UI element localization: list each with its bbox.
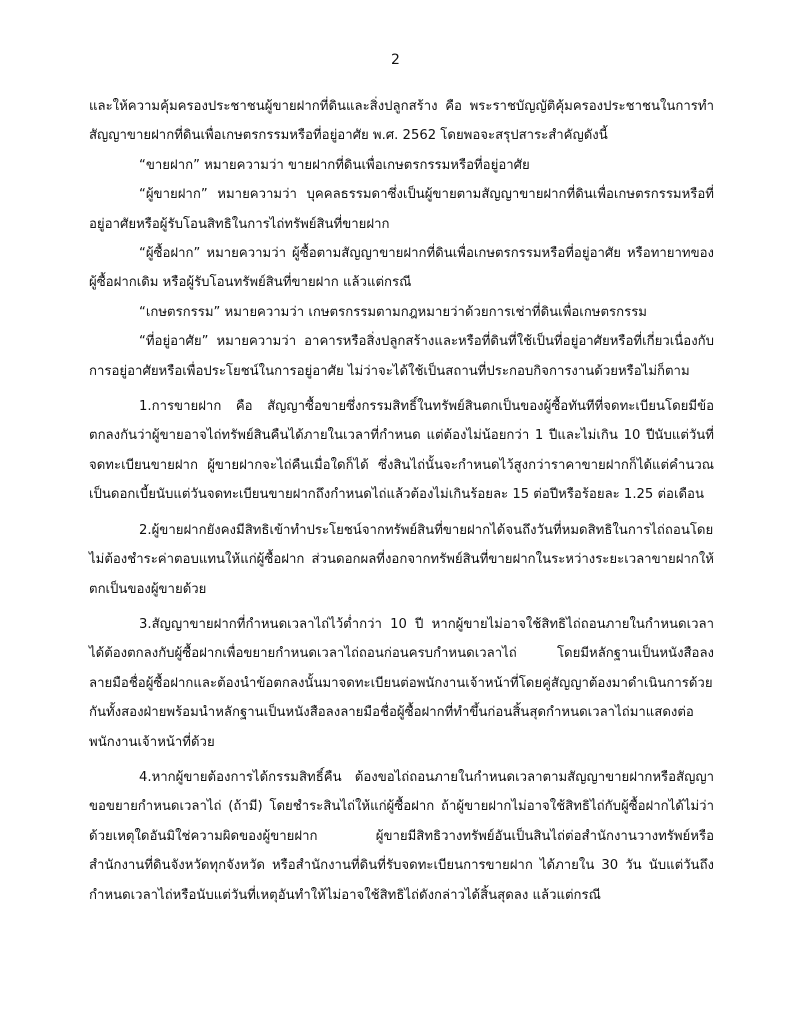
definition-sale: “ขายฝาก” หมายความว่า ขายฝากที่ดินเพื่อเกษตรกรรมหรือที่อยู่อาศัย <box>139 157 530 173</box>
definition-buyer: “ผู้ซื้อฝาก” หมายความว่า ผู้ซื้อตามสัญญาขายฝากที่ดินเพื่อเกษตรกรรมหรือที่อยู่อาศัย หรือทายาทของผู้ซื้อฝากเดิม หรือผู้รับโอนทรัพย์สินที่ขายฝาก แล้วแต่กรณี <box>89 246 714 291</box>
document-body <box>89 92 714 910</box>
item-1-paragraph: 1.การขายฝาก คือ สัญญาซื้อขายซึ่งกรรมสิทธิ์ในทรัพย์สินตกเป็นของผู้ซื้อทันทีที่จดทะเบียนโดยมีข้อตกลงกันว่าผู้ขายอาจไถ่ทรัพย์สินคืนได้ภายในเวลาที่กำหนด แต่ต้องไม่น้อยกว่า 1 ปีและไม่เกิน 10 ปีนับแต่วันที่จดทะเบียนขายฝาก ผู้ขายฝากจะไถ่คืนเมื่อใดก็ได้ ซึ่งสินไถ่นั้นจะกำหนดไว้สูงกว่าราคาขายฝากก็ได้แต่คำนวณเป็นดอกเบี้ยนับแต่วันจดทะเบียนขายฝากถึงกำหนดไถ่แล้วต้องไม่เกินร้อยละ 15 ต่อปีหรือร้อยละ 1.25 ต่อเดือน <box>89 399 714 503</box>
definition-residence: “ที่อยู่อาศัย” หมายความว่า อาคารหรือสิ่งปลูกสร้างและหรือที่ดินที่ใช้เป็นที่อยู่อาศัยหรือที่เกี่ยวเนื่องกับการอยู่อาศัยหรือเพื่อประโยชน์ในการอยู่อาศัย ไม่ว่าจะได้ใช้เป็นสถานที่ประกอบกิจการงานด้วยหรือไม่ก็ตาม <box>89 334 714 379</box>
item-2-paragraph: 2.ผู้ขายฝากยังคงมีสิทธิเข้าทำประโยชน์จากทรัพย์สินที่ขายฝากได้จนถึงวันที่หมดสิทธิในการไถ่ถอนโดยไม่ต้องชำระค่าตอบแทนให้แก่ผู้ซื้อฝาก ส่วนดอกผลที่งอกจากทรัพย์สินที่ขายฝากในระหว่างระยะเวลาขายฝากให้ตกเป็นของผู้ขายด้วย <box>89 522 714 597</box>
definition-seller: “ผู้ขายฝาก” หมายความว่า บุคคลธรรมดาซึ่งเป็นผู้ขายตามสัญญาขายฝากที่ดินเพื่อเกษตรกรรมหรือที่อยู่อาศัยหรือผู้รับโอนสิทธิในการไถ่ทรัพย์สินที่ขายฝาก <box>89 187 714 232</box>
intro-paragraph: และให้ความคุ้มครองประชาชนผู้ขายฝากที่ดินและสิ่งปลูกสร้าง คือ พระราชบัญญัติคุ้มครองประชาชนในการทำสัญญาขายฝากที่ดินเพื่อเกษตรกรรมหรือที่อยู่อาศัย พ.ศ. 2562 โดยพอจะสรุปสาระสำคัญดังนี้ <box>89 99 714 144</box>
page-number: 2 <box>391 52 400 68</box>
item-3-paragraph: 3.สัญญาขายฝากที่กำหนดเวลาไถ่ไว้ต่ำกว่า 10 ปี หากผู้ขายไม่อาจใช้สิทธิไถ่ถอนภายในกำหนดเวลาได้ต้องตกลงกับผู้ซื้อฝากเพื่อขยายกำหนดเวลาไถ่ถอนก่อนครบกำหนดเวลาไถ่ โดยมีหลักฐานเป็นหนังสือลงลายมือชื่อผู้ซื้อฝากและต้องนำข้อตกลงนั้นมาจดทะเบียนต่อพนักงานเจ้าหน้าที่โดยคู่สัญญาต้องมาดำเนินการด้วยกันทั้งสองฝ่ายพร้อมนำหลักฐานเป็นหนังสือลงลายมือชื่อผู้ซื้อฝากที่ทำขึ้นก่อนสิ้นสุดกำหนดเวลาไถ่มาแสดงต่อพนักงานเจ้าหน้าที่ด้วย <box>89 616 714 750</box>
definition-agriculture: “เกษตรกรรม” หมายความว่า เกษตรกรรมตามกฎหมายว่าด้วยการเช่าที่ดินเพื่อเกษตรกรรม <box>139 304 647 320</box>
item-4-paragraph: 4.หากผู้ขายต้องการได้กรรมสิทธิ์คืน ต้องขอไถ่ถอนภายในกำหนดเวลาตามสัญญาขายฝากหรือสัญญาขอขยายกำหนดเวลาไถ่ (ถ้ามี) โดยชำระสินไถ่ให้แก่ผู้ซื้อฝาก ถ้าผู้ขายฝากไม่อาจใช้สิทธิไถ่กับผู้ซื้อฝากได้ไม่ว่าด้วยเหตุใดอันมิใช่ความผิดของผู้ขายฝาก ผู้ขายมีสิทธิวางทรัพย์อันเป็นสินไถ่ต่อสำนักงานวางทรัพย์หรือสำนักงานที่ดินจังหวัดทุกจังหวัด หรือสำนักงานที่ดินที่รับจดทะเบียนการขายฝาก ได้ภายใน 30 วัน นับแต่วันถึงกำหนดเวลาไถ่หรือนับแต่วันที่เหตุอันทำให้ไม่อาจใช้สิทธิไถ่ดังกล่าวได้สิ้นสุดลง แล้วแต่กรณี <box>89 769 714 903</box>
